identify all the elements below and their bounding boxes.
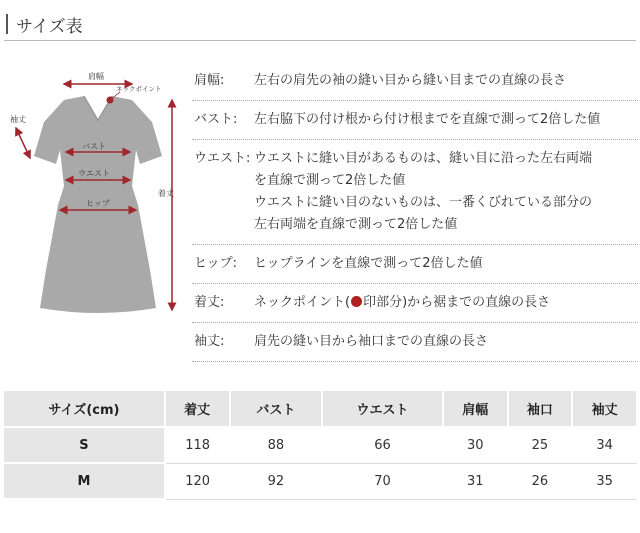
table-header-cell: ウエスト (322, 390, 443, 427)
table-header-row (3, 390, 637, 427)
definition-length (192, 284, 638, 323)
table-header-cell: 着丈 (165, 390, 230, 427)
definition-term: 着丈: (194, 295, 225, 310)
shoulder-label: 肩幅 (88, 72, 104, 81)
table-cell: 31 (443, 463, 508, 499)
dress-illustration (0, 60, 190, 330)
definition-hip (192, 245, 638, 284)
definition-bust (192, 101, 638, 140)
table-cell: 88 (230, 427, 323, 463)
table-cell: 92 (230, 463, 323, 499)
page-header (4, 8, 636, 38)
table-cell: 120 (165, 463, 230, 499)
hip-label: ヒップ (86, 199, 110, 208)
red-dot-icon (351, 296, 362, 307)
definition-term: 袖丈: (194, 334, 225, 349)
table-cell: 34 (572, 427, 637, 463)
definition-text: 印部分)から裾までの直線の長さ (363, 295, 551, 310)
table-cell: 66 (322, 427, 443, 463)
definition-waist (192, 140, 638, 245)
table-cell: 30 (443, 427, 508, 463)
table-header-cell: バスト (230, 390, 323, 427)
page-title: サイズ表 (16, 17, 83, 37)
size-table (2, 389, 638, 500)
definition-term: ウエスト: (194, 151, 251, 166)
sleeve-label: 袖丈 (10, 115, 26, 124)
measurement-definitions (192, 62, 638, 362)
table-header-cell: 肩幅 (443, 390, 508, 427)
waist-label: ウエスト (78, 169, 110, 178)
table-row (3, 427, 637, 463)
header-accent-bar (6, 14, 8, 34)
table-row (3, 463, 637, 499)
table-header-cell: サイズ(cm) (3, 390, 165, 427)
size-label-cell: M (3, 463, 165, 499)
header-divider (4, 40, 636, 41)
definition-text: 左右の肩先の袖の縫い目から縫い目までの直線の長さ (254, 73, 567, 88)
definition-term: バスト: (194, 112, 238, 127)
table-cell: 35 (572, 463, 637, 499)
length-label: 着丈 (158, 189, 174, 198)
definition-text: ネックポイント( (254, 295, 351, 310)
table-cell: 70 (322, 463, 443, 499)
table-cell: 25 (508, 427, 573, 463)
bust-label: バスト (82, 142, 106, 151)
definition-text: ウエストに縫い目のないものは、一番くびれている部分の (254, 195, 593, 210)
definition-text: を直線で測って2倍した値 (254, 173, 406, 188)
neck-point-label: ネックポイント (116, 85, 162, 93)
table-cell: 118 (165, 427, 230, 463)
dress-measurement-diagram (0, 60, 190, 330)
table-header-cell: 袖丈 (572, 390, 637, 427)
definition-text: 左右脇下の付け根から付け根までを直線で測って2倍した値 (254, 112, 601, 127)
sleeve-measure-line (16, 128, 30, 158)
definition-sleeve (192, 323, 638, 362)
size-label-cell: S (3, 427, 165, 463)
definition-text: 肩先の縫い目から袖口までの直線の長さ (254, 334, 489, 349)
definition-text: ウエストに縫い目があるものは、縫い目に沿った左右両端 (254, 151, 593, 166)
definition-text: ヒップラインを直線で測って2倍した値 (254, 256, 483, 271)
definition-term: 肩幅: (194, 73, 225, 88)
definition-term: ヒップ: (194, 256, 237, 271)
table-cell: 26 (508, 463, 573, 499)
definition-shoulder (192, 62, 638, 101)
table-header-cell: 袖口 (508, 390, 573, 427)
definition-text: 左右両端を直線で測って2倍した値 (254, 217, 458, 232)
